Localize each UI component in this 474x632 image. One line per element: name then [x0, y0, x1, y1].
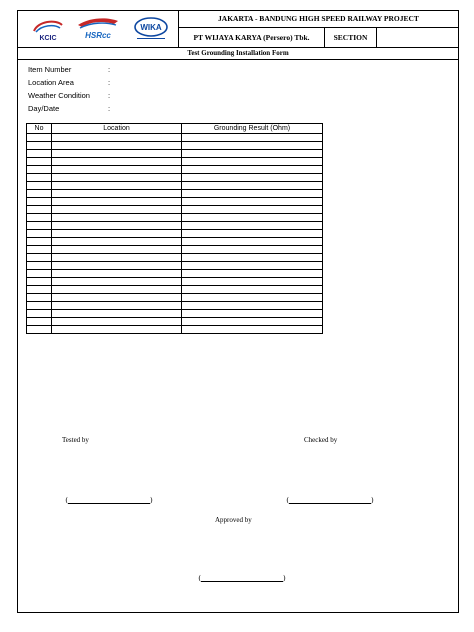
cell-grounding-result[interactable]	[182, 238, 323, 246]
cell-location[interactable]	[52, 134, 182, 142]
cell-no[interactable]	[27, 278, 52, 286]
cell-location[interactable]	[52, 190, 182, 198]
cell-no[interactable]	[27, 174, 52, 182]
cell-no[interactable]	[27, 222, 52, 230]
cell-grounding-result[interactable]	[182, 326, 323, 334]
cell-grounding-result[interactable]	[182, 278, 323, 286]
cell-location[interactable]	[52, 166, 182, 174]
cell-no[interactable]	[27, 310, 52, 318]
form-page	[17, 10, 459, 613]
cell-grounding-result[interactable]	[182, 230, 323, 238]
approved-by-signature-blank[interactable]	[191, 564, 286, 591]
cell-no[interactable]	[27, 182, 52, 190]
table-row	[27, 254, 323, 262]
table-row	[27, 190, 323, 198]
cell-no[interactable]	[27, 286, 52, 294]
table-header-row	[27, 124, 323, 134]
paren-close: )	[283, 573, 286, 582]
cell-location[interactable]	[52, 302, 182, 310]
svg-text:WIKA: WIKA	[140, 23, 162, 32]
cell-grounding-result[interactable]	[182, 174, 323, 182]
table-row	[27, 238, 323, 246]
cell-location[interactable]	[52, 158, 182, 166]
cell-location[interactable]	[52, 150, 182, 158]
logo-area	[18, 11, 179, 48]
cell-location[interactable]	[52, 206, 182, 214]
table-row	[27, 230, 323, 238]
paren-open: (	[198, 573, 201, 582]
cell-no[interactable]	[27, 230, 52, 238]
cell-location[interactable]	[52, 198, 182, 206]
weather-condition-field[interactable]	[28, 89, 328, 102]
cell-grounding-result[interactable]	[182, 246, 323, 254]
cell-grounding-result[interactable]	[182, 294, 323, 302]
cell-no[interactable]	[27, 302, 52, 310]
cell-location[interactable]	[52, 174, 182, 182]
cell-grounding-result[interactable]	[182, 310, 323, 318]
cell-location[interactable]	[52, 294, 182, 302]
cell-grounding-result[interactable]	[182, 134, 323, 142]
svg-text:HSRcc: HSRcc	[85, 31, 111, 40]
cell-grounding-result[interactable]	[182, 286, 323, 294]
cell-location[interactable]	[52, 310, 182, 318]
company-row	[179, 28, 458, 48]
col-location: Location	[52, 124, 182, 134]
cell-no[interactable]	[27, 270, 52, 278]
cell-grounding-result[interactable]	[182, 182, 323, 190]
table-row	[27, 142, 323, 150]
table-row	[27, 318, 323, 326]
checked-by-label: Checked by	[304, 436, 338, 444]
cell-location[interactable]	[52, 326, 182, 334]
day-date-field[interactable]	[28, 102, 328, 115]
form-title: Test Grounding Installation Form	[18, 48, 458, 60]
cell-grounding-result[interactable]	[182, 198, 323, 206]
paren-close: )	[150, 495, 153, 504]
cell-location[interactable]	[52, 142, 182, 150]
table-row	[27, 326, 323, 334]
cell-location[interactable]	[52, 214, 182, 222]
cell-location[interactable]	[52, 222, 182, 230]
field-colon: :	[108, 104, 111, 113]
tested-by-label: Tested by	[62, 436, 89, 444]
signature-line	[286, 495, 371, 504]
cell-grounding-result[interactable]	[182, 302, 323, 310]
cell-location[interactable]	[52, 238, 182, 246]
tested-by-signature-blank[interactable]	[58, 486, 153, 513]
table-row	[27, 294, 323, 302]
field-colon: :	[108, 65, 111, 74]
table-row	[27, 198, 323, 206]
cell-no[interactable]	[27, 206, 52, 214]
cell-location[interactable]	[52, 246, 182, 254]
cell-no[interactable]	[27, 318, 52, 326]
table-row	[27, 150, 323, 158]
cell-no[interactable]	[27, 262, 52, 270]
cell-no[interactable]	[27, 166, 52, 174]
field-label: Day/Date	[28, 104, 60, 113]
cell-grounding-result[interactable]	[182, 222, 323, 230]
cell-location[interactable]	[52, 182, 182, 190]
project-title: JAKARTA - BANDUNG HIGH SPEED RAILWAY PROJECT	[179, 11, 458, 28]
field-label: Weather Condition	[28, 91, 90, 100]
cell-no[interactable]	[27, 190, 52, 198]
cell-no[interactable]	[27, 142, 52, 150]
checked-by-signature-blank[interactable]	[279, 486, 374, 513]
cell-location[interactable]	[52, 318, 182, 326]
svg-text:KCIC: KCIC	[39, 35, 57, 42]
cell-location[interactable]	[52, 230, 182, 238]
grounding-table	[26, 123, 323, 334]
cell-grounding-result[interactable]	[182, 254, 323, 262]
table-row	[27, 158, 323, 166]
table-row	[27, 174, 323, 182]
cell-no[interactable]	[27, 246, 52, 254]
table-row	[27, 270, 323, 278]
field-label: Item Number	[28, 65, 72, 74]
table-row	[27, 278, 323, 286]
paren-open: (	[65, 495, 68, 504]
cell-grounding-result[interactable]	[182, 166, 323, 174]
col-grounding-result: Grounding Result (Ohm)	[182, 124, 323, 134]
table-row	[27, 134, 323, 142]
hsrcc-logo	[74, 15, 120, 43]
field-colon: :	[108, 78, 111, 87]
company-name: PT WIJAYA KARYA (Persero) Tbk.	[179, 28, 325, 47]
location-area-field[interactable]	[28, 76, 328, 89]
cell-grounding-result[interactable]	[182, 190, 323, 198]
cell-no[interactable]	[27, 150, 52, 158]
table-row	[27, 166, 323, 174]
section-label: SECTION	[325, 28, 377, 47]
cell-no[interactable]	[27, 326, 52, 334]
cell-location[interactable]	[52, 278, 182, 286]
cell-no[interactable]	[27, 214, 52, 222]
cell-location[interactable]	[52, 286, 182, 294]
table-body	[27, 134, 323, 334]
approved-by-label: Approved by	[215, 516, 252, 524]
cell-grounding-result[interactable]	[182, 150, 323, 158]
cell-location[interactable]	[52, 262, 182, 270]
paren-close: )	[371, 495, 374, 504]
cell-grounding-result[interactable]	[182, 262, 323, 270]
cell-no[interactable]	[27, 254, 52, 262]
signature-line	[198, 573, 283, 582]
cell-no[interactable]	[27, 134, 52, 142]
signature-line	[65, 495, 150, 504]
cell-grounding-result[interactable]	[182, 214, 323, 222]
table-row	[27, 214, 323, 222]
table-row	[27, 286, 323, 294]
table-row	[27, 246, 323, 254]
cell-location[interactable]	[52, 270, 182, 278]
kcic-logo	[28, 17, 68, 43]
table-row	[27, 182, 323, 190]
cell-grounding-result[interactable]	[182, 158, 323, 166]
field-colon: :	[108, 91, 111, 100]
table-row	[27, 222, 323, 230]
cell-grounding-result[interactable]	[182, 270, 323, 278]
table-row	[27, 310, 323, 318]
col-no: No	[27, 124, 52, 134]
table-row	[27, 262, 323, 270]
item-number-field[interactable]	[28, 63, 328, 76]
cell-grounding-result[interactable]	[182, 142, 323, 150]
table-row	[27, 206, 323, 214]
cell-no[interactable]	[27, 158, 52, 166]
wika-logo	[133, 16, 171, 42]
form-header	[18, 11, 458, 48]
section-value[interactable]	[377, 28, 458, 47]
table-row	[27, 302, 323, 310]
field-label: Location Area	[28, 78, 74, 87]
paren-open: (	[286, 495, 289, 504]
cell-no[interactable]	[27, 294, 52, 302]
cell-grounding-result[interactable]	[182, 206, 323, 214]
cell-grounding-result[interactable]	[182, 318, 323, 326]
cell-no[interactable]	[27, 238, 52, 246]
cell-location[interactable]	[52, 254, 182, 262]
cell-no[interactable]	[27, 198, 52, 206]
info-fields	[28, 63, 328, 115]
